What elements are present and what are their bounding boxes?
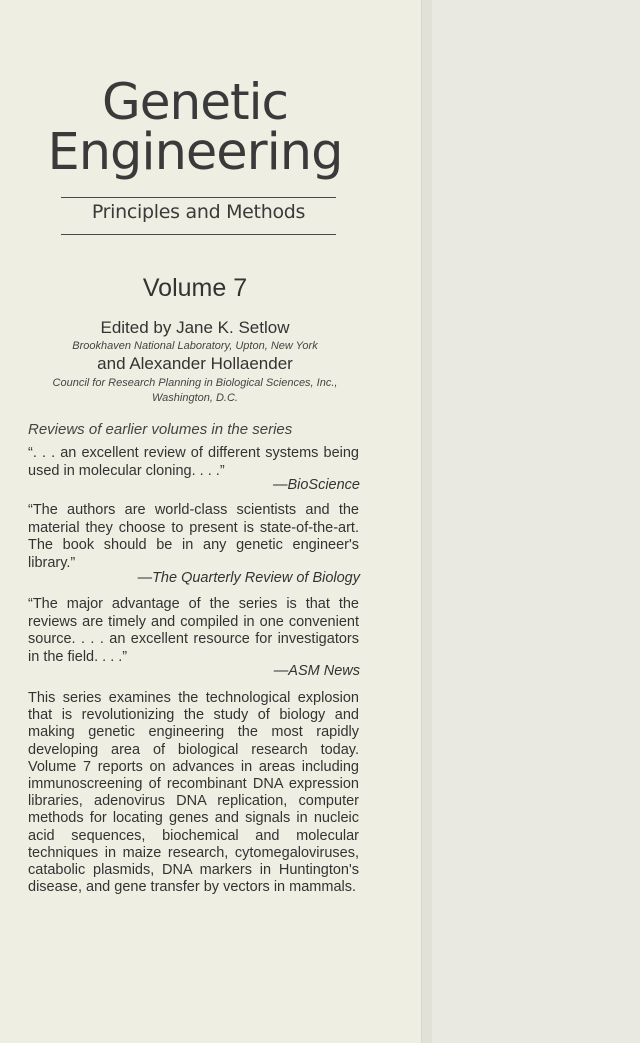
series-description: This series examines the technological explosion that is revolutionizing the study of biology and making genetic engineering the most rapidly developing area of biological research today. Volume 7 reports on advances in areas including immunoscreening of recombinant DNA expression libraries, adenovirus DNA replication, computer methods for locating genes and signals in nucleic acid sequences, biochemical and molecular techniques in maize research, cytomegaloviruses, catabolic plasmids, DNA markers in Huntington's disease, and gene transfer by vectors in mammals. — [28, 690, 359, 896]
title-rule-bottom — [61, 234, 336, 235]
review-quote-3: “The major advantage of the series is that the reviews are timely and compiled in one convenient source. . . . an excellent resource for investigators in the field. . . .” — [28, 596, 359, 665]
editor-2: and Alexander Hollaender — [97, 354, 293, 373]
review-quote-1: “. . . an excellent review of different systems being used in molecular cloning. . . .” — [28, 445, 359, 479]
affiliation-2-line-1: Council for Research Planning in Biological Sciences, Inc., — [52, 377, 338, 389]
review-source-3: —ASM News — [273, 663, 360, 679]
reviews-heading: Reviews of earlier volumes in the series — [28, 421, 293, 438]
affiliation-1: Brookhaven National Laboratory, Upton, New York — [72, 340, 318, 352]
book-subtitle: Principles and Methods — [91, 201, 306, 223]
title-rule-top — [61, 197, 336, 198]
volume-number: Volume 7 — [142, 274, 248, 302]
affiliation-2-line-2: Washington, D.C. — [151, 392, 238, 404]
review-source-1: —BioScience — [272, 477, 360, 493]
page-fold-shadow — [422, 0, 432, 1043]
review-quote-2: “The authors are world-class scientists and the material they choose to present is state-of-the-art. The book should be in any genetic engineer's library.” — [28, 502, 359, 571]
book-title-line-2: Engineering — [47, 123, 343, 182]
editor-1: Edited by Jane K. Setlow — [100, 318, 290, 337]
adjacent-page-blank — [422, 0, 640, 1043]
review-source-2: —The Quarterly Review of Biology — [137, 570, 360, 586]
book-title-line-1: Genetic — [102, 73, 288, 131]
